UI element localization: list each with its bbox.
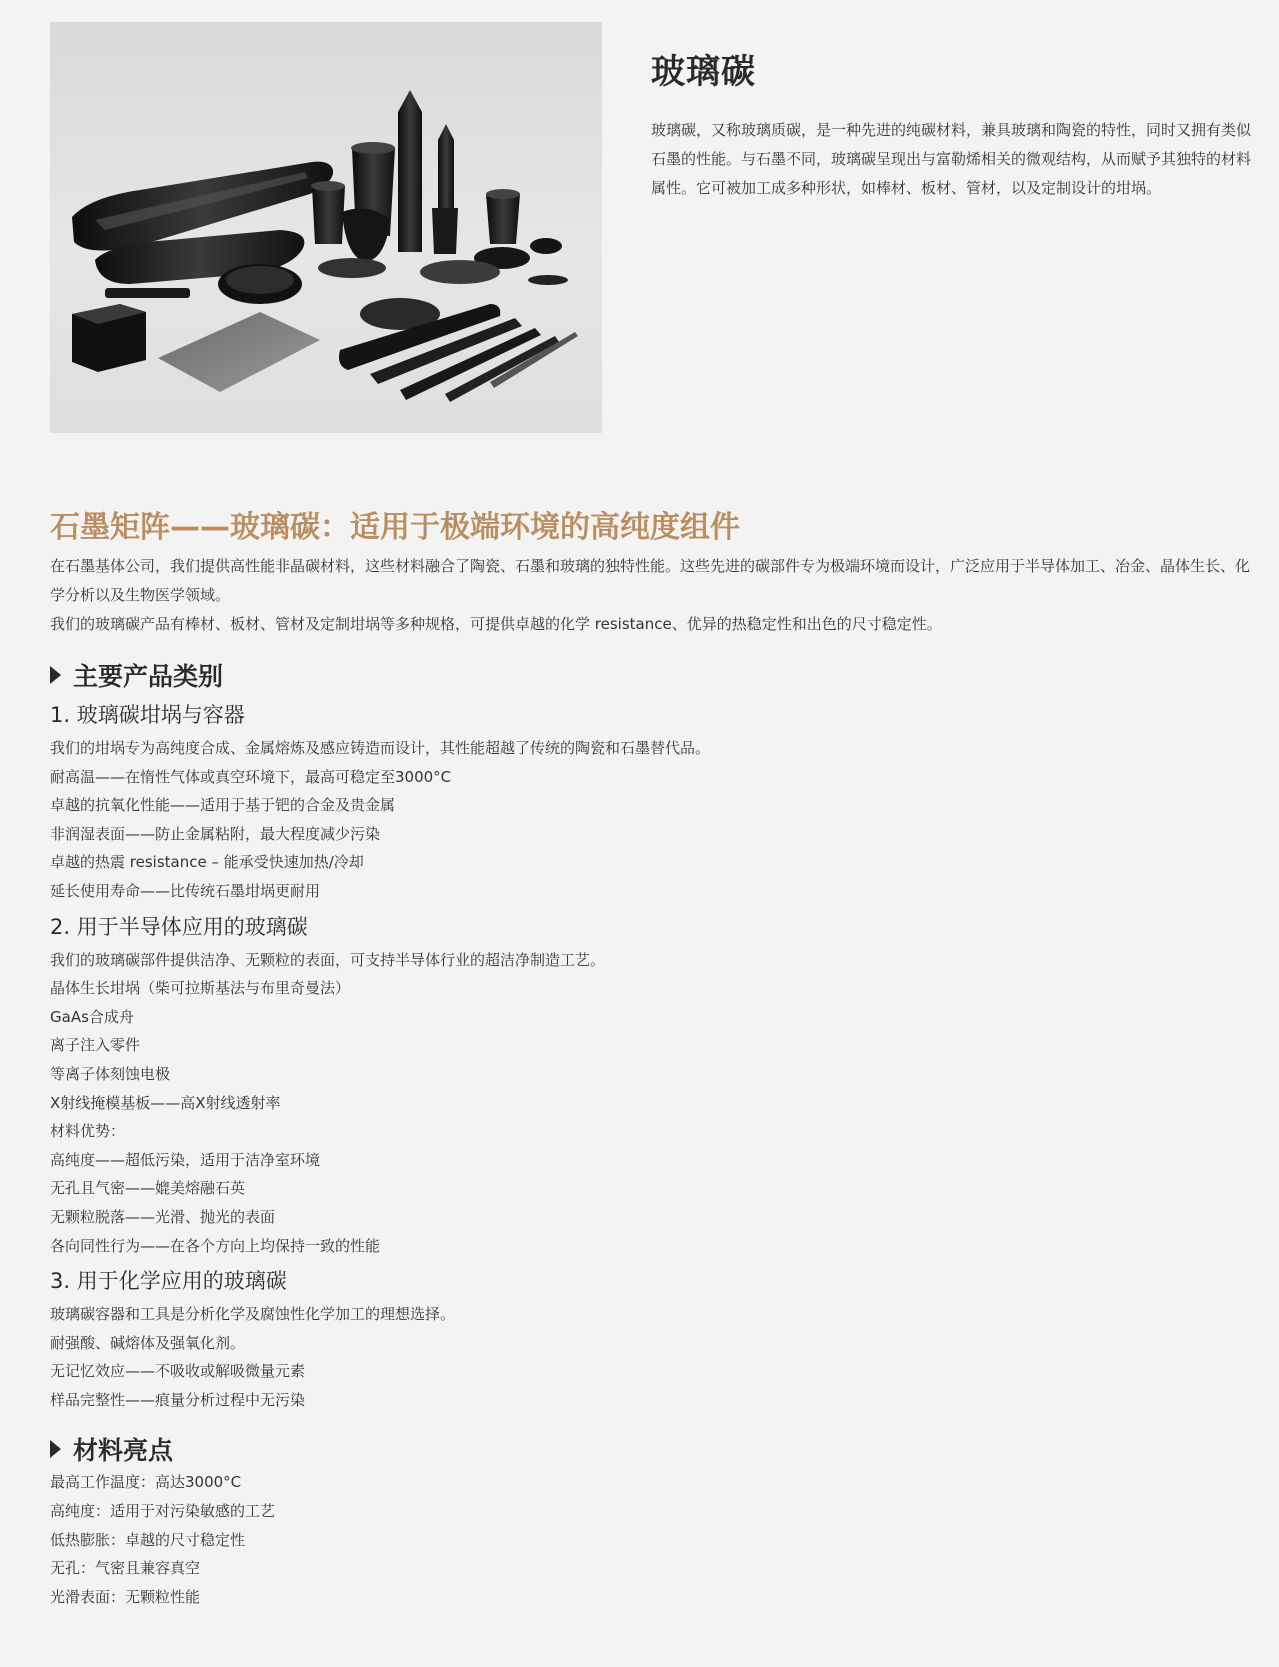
hero-title: 玻璃碳 [651,52,756,92]
group-line: 非润湿表面——防止金属粘附，最大程度减少污染 [50,824,381,843]
group-line: 无颗粒脱落——光滑、抛光的表面 [50,1207,276,1226]
group-line: 无孔且气密——媲美熔融石英 [50,1179,246,1198]
categories-heading [50,656,1250,694]
highlight-line: 光滑表面：无颗粒性能 [50,1587,201,1606]
group-line: 耐高温——在惰性气体或真空环境下，最高可稳定至3000°C [50,767,452,786]
group-line: 晶体生长坩埚（柴可拉斯基法与布里奇曼法） [50,979,351,998]
group-title: 2. 用于半导体应用的玻璃碳 [50,914,308,939]
intro-paragraph: 我们的玻璃碳产品有棒材、板材、管材及定制坩埚等多种规格，可提供卓越的化学 resistance、优异的热稳定性和出色的尺寸稳定性。 [50,615,942,633]
highlight-line: 无孔：气密且兼容真空 [50,1559,201,1578]
main-heading: 石墨矩阵——玻璃碳：适用于极端环境的高纯度组件 [50,510,740,545]
group-line: 玻璃碳容器和工具是分析化学及腐蚀性化学加工的理想选择。 [50,1305,456,1324]
triangle-bullet-icon [50,666,61,684]
hero-description: 玻璃碳，又称玻璃质碳，是一种先进的纯碳材料，兼具玻璃和陶瓷的特性，同时又拥有类似石墨的性能。与石墨不同，玻璃碳呈现出与富勒烯相关的微观结构，从而赋予其独特的材料属性。它可被加工成多种形状，如棒材、板材、管材，以及定制设计的坩埚。 [651,121,1252,197]
product-photo [50,22,602,433]
highlights-heading-text: 材料亮点 [73,1436,174,1466]
triangle-bullet-icon [50,1440,61,1458]
group-title: 3. 用于化学应用的玻璃碳 [50,1269,287,1294]
highlight-line: 高纯度：适用于对污染敏感的工艺 [50,1502,276,1521]
group-title: 1. 玻璃碳坩埚与容器 [50,703,245,727]
content [50,656,1250,1611]
group-line: 样品完整性——痕量分析过程中无污染 [50,1390,306,1409]
group-line: 离子注入零件 [50,1036,141,1055]
group-line: 等离子体刻蚀电极 [50,1064,171,1083]
group-line: 延长使用寿命——比传统石墨坩埚更耐用 [50,881,321,900]
intro-paragraph: 在石墨基体公司，我们提供高性能非晶碳材料，这些材料融合了陶瓷、石墨和玻璃的独特性能。这些先进的碳部件专为极端环境而设计，广泛应用于半导体加工、冶金、晶体生长、化学分析以及生物医学领域。 [50,557,1251,604]
group-line: 我们的玻璃碳部件提供洁净、无颗粒的表面，可支持半导体行业的超洁净制造工艺。 [50,950,606,969]
group-line: 无记忆效应——不吸收或解吸微量元素 [50,1362,306,1381]
group-line: 卓越的热震 resistance – 能承受快速加热/冷却 [50,853,364,872]
intro-text [50,552,1250,639]
highlight-line: 低热膨胀：卓越的尺寸稳定性 [50,1530,246,1549]
group-line: X射线掩模基板——高X射线透射率 [50,1093,281,1112]
group-line: GaAs合成舟 [50,1007,134,1026]
group-line: 高纯度——超低污染，适用于洁净室环境 [50,1150,321,1169]
highlights-heading [50,1430,1250,1468]
group-line: 卓越的抗氧化性能——适用于基于钯的合金及贵金属 [50,796,396,815]
group-line: 耐强酸、碱熔体及强氧化剂。 [50,1333,246,1352]
group-line: 我们的坩埚专为高纯度合成、金属熔炼及感应铸造而设计，其性能超越了传统的陶瓷和石墨替代品。 [50,739,711,757]
group-line: 材料优势： [50,1122,126,1141]
highlight-line: 最高工作温度：高达3000°C [50,1473,242,1492]
group-line: 各向同性行为——在各个方向上均保持一致的性能 [50,1236,381,1255]
categories-heading-text: 主要产品类别 [73,662,224,691]
